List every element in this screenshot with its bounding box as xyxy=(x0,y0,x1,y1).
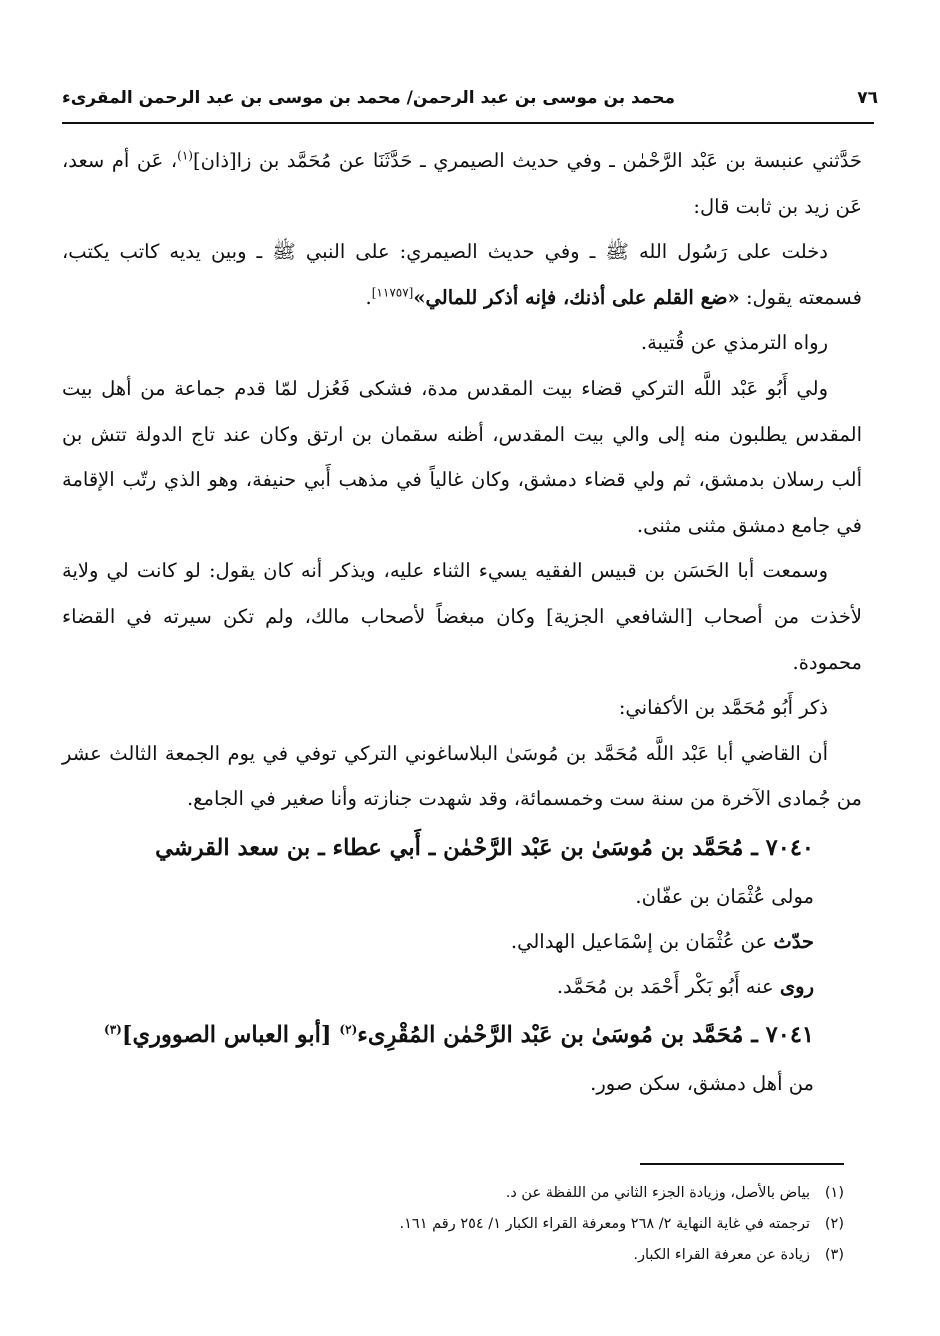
paragraph-riwaya: رواه الترمذي عن قُتيبة. xyxy=(640,331,828,355)
paragraph-hadith-text: دخلت على رَسُول الله ﷺ ـ وفي حديث الصيمري: على النبي ﷺ ـ وبين يديه كاتب يكتب، فسمعته يقول: «ضع القلم على أذنك، فإنه أذكر للمالي»[١١٧٥٧]. xyxy=(62,240,862,309)
footnote xyxy=(120,1240,844,1271)
keyword-rawa: روى xyxy=(779,974,814,998)
paragraph-citation: ذكر أَبُو مُحَمَّد بن الأكفاني: xyxy=(618,696,828,720)
footnote-text: ترجمته في غاية النهاية ٢/ ٢٦٨ ومعرفة القراء الكبار ١/ ٢٥٤ رقم ١٦١. xyxy=(399,1216,810,1232)
paragraph-hadith-chain: حَدَّثني عنبسة بن عَبْد الرَّحْمٰن ـ وفي حديث الصيمري ـ حَدَّثَنَا عن مُحَمَّد بن زا[ذان]$^{(١)}$، عَن أم سعد، عَن زيد بن ثابت قال: xyxy=(62,148,862,218)
entry-heading-7040: ٧٠٤٠ ـ مُحَمَّد بن مُوسَىٰ بن عَبْد الرَّحْمٰن ـ أَبي عطاء ـ بن سعد القرشي xyxy=(155,834,814,861)
entry-7040-line: روى عنه أَبُو بَكْر أَحْمَد بن مُحَمَّد. xyxy=(556,974,814,998)
footnote-number: (٢) xyxy=(824,1216,844,1232)
hadith-quote: «ضع القلم على أذنك، فإنه أذكر للمالي» xyxy=(413,285,740,309)
footnote-text: بياض بالأصل، وزيادة الجزء الثاني من اللفظة عن د. xyxy=(505,1185,810,1201)
footnote-ref-3: (٣) xyxy=(104,1022,122,1037)
footnote-text: زيادة عن معرفة القراء الكبار. xyxy=(633,1247,810,1263)
entry-heading-7041: ٧٠٤١ ـ مُحَمَّد بن مُوسَىٰ بن عَبْد الرَّحْمٰن المُقْرِىء$^{(٢)}$ [أبو العباس الصووري]$^{(٣)}$ xyxy=(104,1021,814,1048)
entry-7041-line: من أهل دمشق، سكن صور. xyxy=(590,1071,814,1095)
footnote-number: (٣) xyxy=(824,1247,844,1263)
keyword-haddath: حدّث xyxy=(773,929,814,953)
hadith-number: [١١٧٥٧] xyxy=(371,285,414,300)
footnotes xyxy=(120,1178,844,1271)
entry-7040-line: حدّث عن عُثْمَان بن إسْمَاعيل الهدالي. xyxy=(510,929,814,953)
paragraph-death: أن القاضي أبا عَبْد اللَّه مُحَمَّد بن مُوسَىٰ البلاساغوني التركي توفي في يوم الجمعة الثالث عشر من جُمادى الآخرة من سنة ست وخمسمائة، وقد شهدت جنازته وأنا صغير في الجامع. xyxy=(62,741,862,811)
footnote xyxy=(120,1209,844,1240)
footnote-number: (١) xyxy=(824,1185,844,1201)
footnote xyxy=(120,1178,844,1209)
entry-7040-line: مولى عُثْمَان بن عفّان. xyxy=(635,884,814,908)
main-text xyxy=(62,138,862,1106)
page-number: ٧٦ xyxy=(857,88,878,108)
page-header xyxy=(62,78,878,118)
header-rule xyxy=(62,122,874,124)
paragraph-testimony: وسمعت أبا الحَسَن بن قبيس الفقيه يسيء الثناء عليه، ويذكر أنه كان يقول: لو كانت لي ولاية لأخذت من أصحاب [الشافعي الجزية] وكان مبغضاً لأصحاب مالك، ولم تكن سيرته في القضاء محمودة. xyxy=(62,559,862,674)
footnote-ref-2: (٢) xyxy=(339,1022,358,1037)
running-title: محمد بن موسى بن عبد الرحمن/ محمد بن موسى بن عبد الرحمن المقرىء xyxy=(62,88,676,108)
paragraph-biography: ولي أَبُو عَبْد اللَّه التركي قضاء بيت المقدس مدة، فشكى فَعُزل لمّا قدم جماعة من أهل بيت المقدس يطلبون منه إلى والي بيت المقدس، أظنه سقمان بن ارتق وكان عند تاج الدولة تتش بن ألب رسلان بدمشق، ثم ولي قضاء دمشق، وكان غالياً في مذهب أَبي حنيفة، وهو الذي رتّب الإقامة في جامع دمشق مثنى مثنى. xyxy=(62,376,862,537)
footnote-ref-1: (١) xyxy=(177,148,193,163)
footnote-rule xyxy=(640,1163,844,1165)
